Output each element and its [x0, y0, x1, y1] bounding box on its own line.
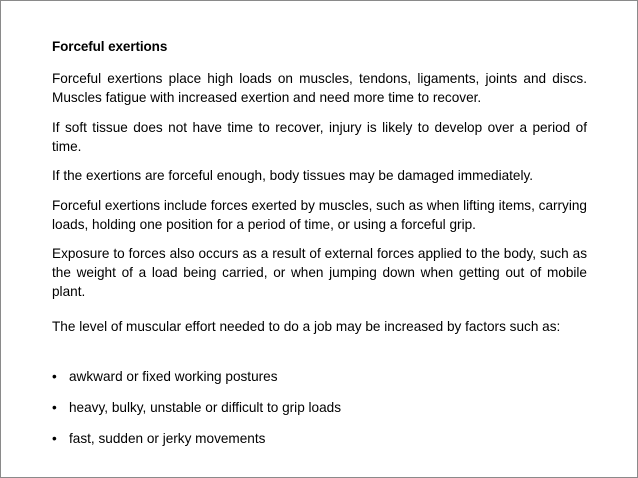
paragraph-recovery: If soft tissue does not have time to recover, injury is likely to develop over a period of time.: [52, 120, 587, 154]
list-item-text: fast, sudden or jerky movements: [69, 431, 266, 446]
bullet-icon: •: [52, 431, 57, 446]
bullet-icon: •: [52, 369, 57, 384]
paragraph-damage: If the exertions are forceful enough, body tissues may be damaged immediately.: [52, 168, 534, 183]
list-item-text: heavy, bulky, unstable or difficult to grip loads: [69, 400, 342, 415]
list-item-text: awkward or fixed working postures: [69, 369, 278, 384]
paragraph-muscle-forces: Forceful exertions include forces exerted by muscles, such as when lifting items, carrying loads, holding one position for a period of time, or using a forceful grip.: [52, 198, 587, 232]
bullet-icon: •: [52, 400, 57, 415]
paragraph-loads: Forceful exertions place high loads on muscles, tendons, ligaments, joints and discs. Muscles fatigue with increased exertion and need more time to recover.: [52, 71, 587, 105]
list-item: [52, 398, 587, 417]
paragraph-external-forces: Exposure to forces also occurs as a result of external forces applied to the body, such as the weight of a load being carried, or when jumping down when getting out of mobile plant.: [52, 246, 587, 299]
slide-title: Forceful exertions: [52, 39, 168, 54]
paragraph-factors-intro: The level of muscular effort needed to do a job may be increased by factors such as:: [52, 319, 561, 334]
factors-list: [52, 367, 587, 460]
list-item: [52, 429, 587, 448]
list-item: [52, 367, 587, 386]
